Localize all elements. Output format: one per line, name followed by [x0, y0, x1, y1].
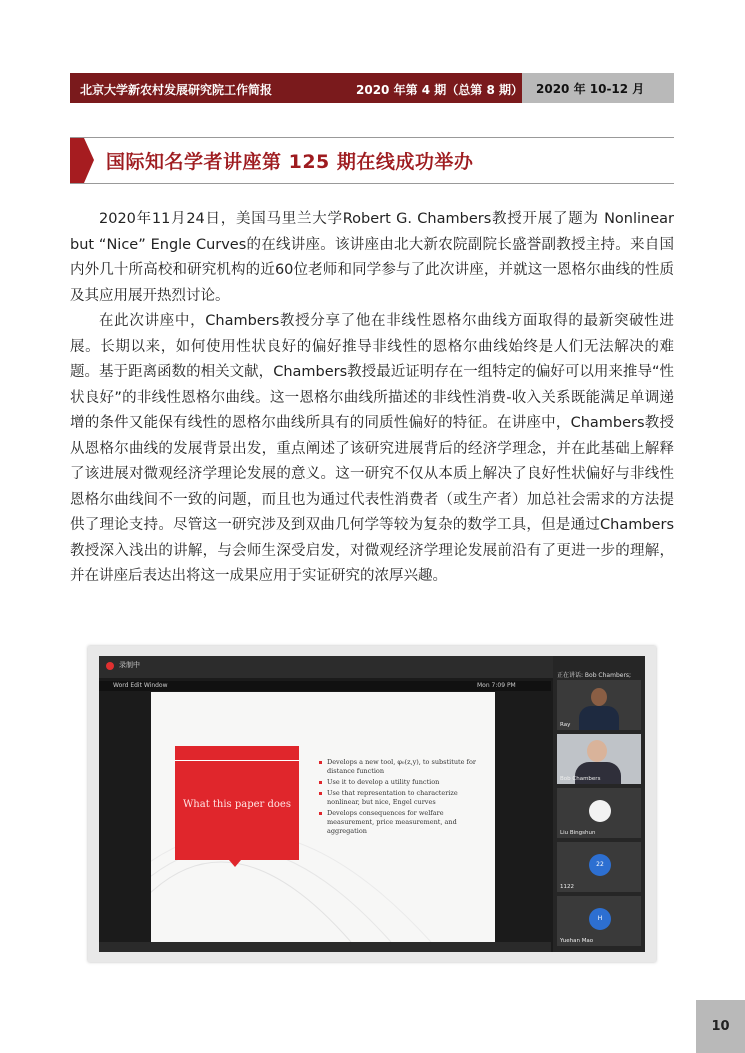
participant-tile[interactable] — [557, 680, 641, 730]
slide-bullet: Use that representation to characterize nonlinear, but nice, Engel curves — [319, 789, 489, 807]
participant-name: Bob Chambers — [560, 776, 601, 782]
meeting-control-bar — [99, 942, 551, 952]
lecture-screenshot — [99, 656, 645, 952]
participant-avatar-icon: 22 — [589, 854, 611, 876]
title-rule-top — [70, 137, 674, 138]
slide-bullet: Use it to develop a utility function — [319, 778, 489, 787]
speaking-indicator: 正在讲话: Bob Chambers; — [557, 672, 632, 679]
paragraph-2: 在此次讲座中，Chambers教授分享了他在非线性恩格尔曲线方面取得的最新突破性进展。长期以来，如何使用性状良好的偏好推导非线性的恩格尔曲线始终是人们无法解决的难题。基于距离函数的相关文献，Chambers教授最近证明存在一组特定的偏好可以用来推导“性状良好”的非线性恩格尔曲线。这一恩格尔曲线所描述的非线性消费-收入关系既能满足单调递增的条件又能保有线性的恩格尔曲线所具有的同质性偏好的特征。在讲座中，Chambers教授从恩格尔曲线的发展背景出发，重点阐述了该研究进展背后的经济学理念，并在此基础上解释了该进展对微观经济学理论发展的意义。这一研究不仅从本质上解决了良好性状偏好与非线性恩格尔曲线间不一致的问题，而且也为通过代表性消费者（或生产者）加总社会需求的方法提供了理论支持。尽管这一研究涉及到双曲几何学等较为复杂的数学工具，但是通过Chambers教授深入浅出的讲解，与会师生深受启发，对微观经济学理论发展前沿有了更进一步的理解，并在讲座后表达出将这一成果应用于实证研究的浓厚兴趣。 — [70, 313, 674, 584]
participant-tile[interactable] — [557, 788, 641, 838]
presentation-slide — [151, 692, 495, 942]
slide-bullet: Develops consequences for welfare measurement, price measurement, and aggregation — [319, 809, 489, 836]
mac-clock: Mon 7:09 PM — [477, 682, 516, 689]
running-header — [70, 73, 674, 103]
participant-name: Liu Bingshun — [560, 830, 596, 836]
slide-bullet-list — [319, 758, 489, 838]
page-number: 10 — [711, 1019, 730, 1034]
participant-tile[interactable] — [557, 896, 641, 946]
page-number-tab — [696, 1000, 745, 1053]
header-period: 2020 年 10-12 月 — [536, 82, 645, 96]
title-rule-bottom — [70, 183, 674, 184]
header-publication: 北京大学新农村发展研究院工作简报 — [80, 83, 273, 97]
recording-status: 录制中 — [119, 661, 140, 669]
participant-tile[interactable] — [557, 842, 641, 892]
mac-menu-items: Word Edit Window — [113, 682, 168, 689]
participant-tile[interactable] — [557, 734, 641, 784]
paragraph-1: 2020年11月24日，美国马里兰大学Robert G. Chambers教授开展了题为 Nonlinear but “Nice” Engle Curves的在线讲座。该讲座由北大新农院副院长盛誉副教授主持。来自国内外几十所高校和研究机构的近60位老师和同学参与了此次讲座，并就这一恩格尔曲线的性质及其应用展开热烈讨论。 — [70, 211, 674, 304]
participant-name: 1122 — [560, 884, 574, 890]
header-issue: 2020 年第 4 期（总第 8 期） — [356, 83, 523, 97]
slide-box-rule — [175, 760, 299, 761]
mac-menu-bar — [99, 681, 551, 691]
slide-title-box — [175, 746, 299, 860]
article-body — [70, 207, 674, 590]
participant-name: Yuehan Mao — [560, 938, 594, 944]
participant-video-icon — [587, 740, 607, 762]
slide-box-title: What this paper does — [183, 799, 291, 810]
title-marker-icon — [70, 138, 84, 183]
slide-bullet: Develops a new tool, φ₀(z,y), to substitute for distance function — [319, 758, 489, 776]
participant-avatar-icon: H — [589, 908, 611, 930]
record-icon — [106, 662, 114, 670]
participant-name: Ray — [560, 722, 571, 728]
slide-box-pointer-icon — [229, 860, 241, 867]
participant-avatar-icon — [589, 800, 611, 822]
article-title: 国际知名学者讲座第 125 期在线成功举办 — [106, 151, 474, 173]
participant-panel — [553, 656, 645, 952]
participant-video-icon — [591, 688, 607, 706]
